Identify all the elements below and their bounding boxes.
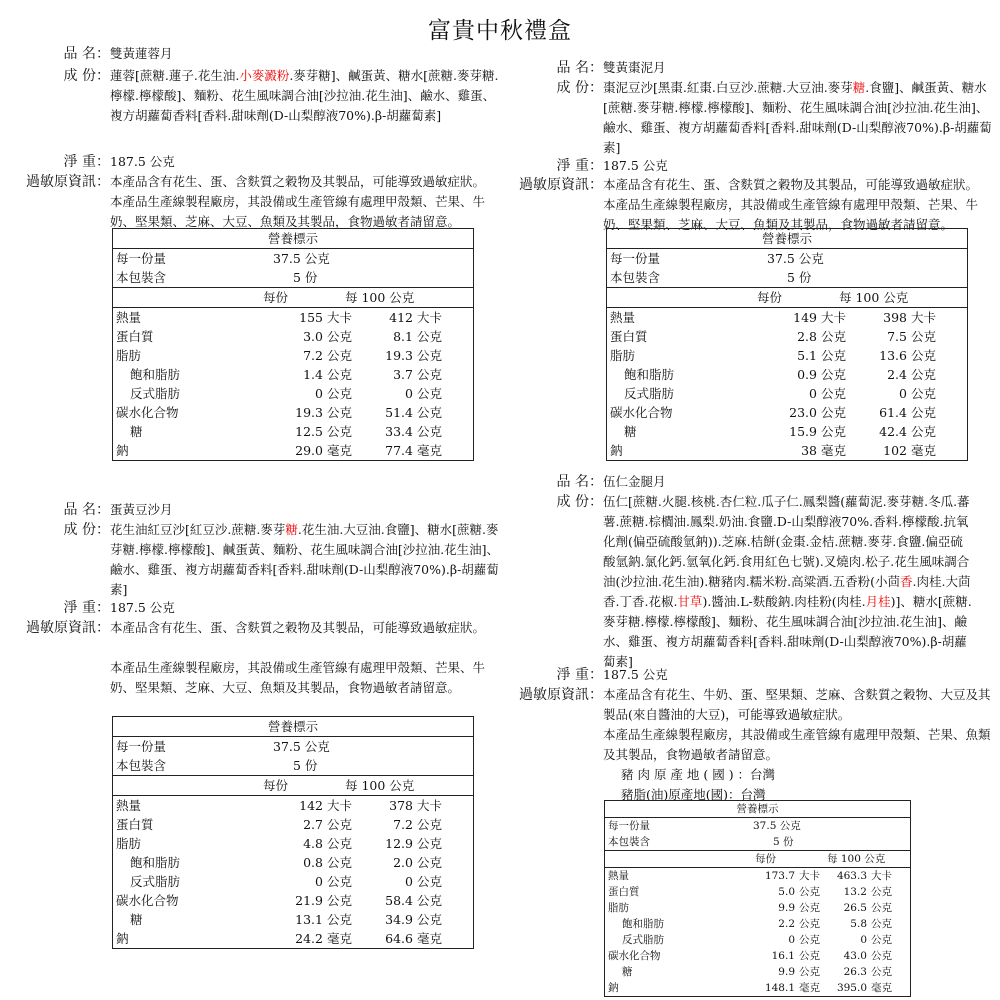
per-100g-value: 102 <box>883 443 907 458</box>
nutrient-name: 反式脂肪 <box>130 874 181 889</box>
per-100g-unit: 公克 <box>417 348 443 363</box>
per-serving-value: 5.1 <box>797 348 817 363</box>
net-weight: 187.5 公克 <box>110 154 175 169</box>
nutrient-name: 鈉 <box>116 443 129 458</box>
per-serving-value: 155 <box>299 310 323 325</box>
per-100g-unit: 公克 <box>417 912 443 927</box>
name-label: 品 名： <box>63 46 110 62</box>
nutrition-table <box>606 228 968 461</box>
product-name: 雙黃蓮蓉月 <box>110 46 173 61</box>
per-serving-value: 21.9 <box>295 893 323 908</box>
nutrition-caption: 營養標示 <box>113 717 473 737</box>
per-100g-unit: 毫克 <box>417 931 443 946</box>
per-100g-value: 7.2 <box>393 817 413 832</box>
per-serving-unit: 公克 <box>799 886 820 898</box>
serving-size-label: 每一份量 <box>116 251 167 266</box>
per-100g-header: 每 100 公克 <box>345 290 415 305</box>
ingredients-label: 成 份： <box>63 522 110 538</box>
per-100g-value: 8.1 <box>393 329 413 344</box>
per-serving-value: 2.2 <box>778 918 795 930</box>
per-serving-value: 148.1 <box>764 982 795 994</box>
per-100g-value: 2.0 <box>393 855 413 870</box>
nutrition-caption: 營養標示 <box>113 229 473 249</box>
per-100g-unit: 公克 <box>417 329 443 344</box>
nutrient-name: 熱量 <box>116 310 142 325</box>
per-serving-value: 4.8 <box>303 836 323 851</box>
per-serving-value: 142 <box>299 798 323 813</box>
per-serving-unit: 公克 <box>327 893 353 908</box>
serving-size: 37.5 公克 <box>753 820 801 832</box>
per-serving-value: 1.4 <box>303 367 323 382</box>
per-100g-value: 34.9 <box>385 912 413 927</box>
nutrient-name: 糖 <box>624 424 637 439</box>
nutrient-name: 糖 <box>130 912 143 927</box>
nutrition-table <box>112 228 474 461</box>
per-100g-value: 42.4 <box>879 424 907 439</box>
per-100g-value: 13.6 <box>879 348 907 363</box>
nutrient-name: 糖 <box>622 966 633 978</box>
highlighted-allergen: 香 <box>900 574 913 589</box>
per-serving-unit: 毫克 <box>821 443 847 458</box>
nutrient-name: 反式脂肪 <box>130 386 181 401</box>
per-serving-value: 19.3 <box>295 405 323 420</box>
per-serving-unit: 公克 <box>821 424 847 439</box>
nutrient-name: 鈉 <box>608 982 619 994</box>
nutrient-name: 熱量 <box>608 870 629 882</box>
nutrient-name: 脂肪 <box>116 348 142 363</box>
net-weight: 187.5 公克 <box>110 600 175 615</box>
per-100g-unit: 公克 <box>871 918 892 930</box>
per-100g-unit: 公克 <box>871 902 892 914</box>
nutrient-name: 蛋白質 <box>116 329 154 344</box>
per-100g-value: 463.3 <box>836 870 867 882</box>
per-serving-unit: 公克 <box>327 329 353 344</box>
servings-per-package: 5 份 <box>787 270 812 285</box>
nutrient-name: 蛋白質 <box>116 817 154 832</box>
nutrition-table <box>112 716 474 949</box>
weight-label: 淨 重： <box>63 600 110 616</box>
per-100g-header: 每 100 公克 <box>839 290 909 305</box>
per-100g-value: 7.5 <box>887 329 907 344</box>
servings-per-package-label: 本包裝含 <box>116 758 167 773</box>
per-100g-unit: 大卡 <box>417 310 443 325</box>
per-serving-value: 15.9 <box>789 424 817 439</box>
weight-label: 淨 重： <box>556 158 603 174</box>
per-serving-value: 16.1 <box>771 950 795 962</box>
servings-per-package-label: 本包裝含 <box>608 836 650 848</box>
per-100g-value: 64.6 <box>385 931 413 946</box>
serving-size-label: 每一份量 <box>608 820 650 832</box>
nutrient-name: 反式脂肪 <box>624 386 675 401</box>
per-serving-unit: 公克 <box>799 902 820 914</box>
per-100g-unit: 公克 <box>911 424 937 439</box>
per-serving-value: 0 <box>315 386 323 401</box>
per-serving-value: 149 <box>793 310 817 325</box>
per-serving-unit: 公克 <box>327 348 353 363</box>
per-serving-value: 38 <box>801 443 817 458</box>
allergen-label: 過敏原資訊： <box>26 174 110 190</box>
per-100g-unit: 公克 <box>911 386 937 401</box>
allergen-label: 過敏原資訊： <box>519 177 603 193</box>
nutrient-name: 糖 <box>130 424 143 439</box>
per-100g-value: 0 <box>405 386 413 401</box>
per-serving-unit: 公克 <box>799 950 820 962</box>
per-serving-unit: 公克 <box>327 424 353 439</box>
per-serving-unit: 毫克 <box>327 931 353 946</box>
per-100g-unit: 大卡 <box>871 870 892 882</box>
per-serving-unit: 大卡 <box>799 870 820 882</box>
per-serving-value: 23.0 <box>789 405 817 420</box>
per-100g-value: 19.3 <box>385 348 413 363</box>
per-100g-unit: 公克 <box>417 405 443 420</box>
pork-origin: 豬 肉 原 產 地 ( 國 ) ：台灣 <box>621 767 776 782</box>
per-100g-value: 412 <box>389 310 413 325</box>
nutrition-table <box>604 800 911 997</box>
serving-size-label: 每一份量 <box>116 739 167 754</box>
allergen-text: 本產品含有花生、蛋、含麩質之穀物及其製品，可能導致過敏症狀。 本產品生產線製程廠房，其設備或生產管線有處理甲殼類、芒果、牛奶、堅果類、芝麻、大豆、魚類及其製品，食物過敏者請留意。 <box>603 177 979 232</box>
serving-size: 37.5 公克 <box>273 739 330 754</box>
per-100g-unit: 公克 <box>417 836 443 851</box>
per-serving-header: 每份 <box>263 290 289 305</box>
nutrient-name: 飽和脂肪 <box>130 855 181 870</box>
nutrient-name: 脂肪 <box>116 836 142 851</box>
per-100g-unit: 公克 <box>911 348 937 363</box>
servings-per-package: 5 份 <box>293 270 318 285</box>
per-serving-value: 5.0 <box>778 886 795 898</box>
allergen-text: 本產品含有花生、蛋、含麩質之穀物及其製品，可能導致過敏症狀。 本產品生產線製程廠房，其設備或生產管線有處理甲殼類、芒果、牛奶、堅果類、芝麻、大豆、魚類及其製品，食物過敏者請留意。 <box>110 174 486 229</box>
per-100g-unit: 公克 <box>871 886 892 898</box>
per-100g-unit: 公克 <box>911 405 937 420</box>
name-label: 品 名： <box>556 474 603 490</box>
nutrient-name: 熱量 <box>116 798 142 813</box>
per-serving-value: 3.0 <box>303 329 323 344</box>
per-100g-unit: 公克 <box>871 950 892 962</box>
per-100g-value: 58.4 <box>385 893 413 908</box>
name-label: 品 名： <box>556 60 603 76</box>
per-100g-unit: 公克 <box>871 966 892 978</box>
per-serving-unit: 公克 <box>327 405 353 420</box>
ingredients-text: 花生油紅豆沙[紅豆沙.蔗糖.麥芽糖.花生油.大豆油.食鹽]、糖水[蔗糖.麥芽糖.檸檬.檸檬酸]、鹹蛋黃、麵粉、花生風味調合油[沙拉油.花生油]、鹼水、雞蛋、複方胡蘿蔔香料[香料.甜味劑(D-山梨醇液70%).β-胡蘿蔔素] <box>110 522 500 597</box>
per-100g-unit: 公克 <box>417 855 443 870</box>
per-serving-unit: 公克 <box>821 348 847 363</box>
nutrient-name: 熱量 <box>610 310 636 325</box>
per-serving-value: 173.7 <box>764 870 795 882</box>
serving-size: 37.5 公克 <box>767 251 824 266</box>
page-title: 富貴中秋禮盒 <box>428 18 572 44</box>
nutrient-name: 碳水化合物 <box>116 893 179 908</box>
net-weight: 187.5 公克 <box>603 667 668 682</box>
product-name: 雙黃棗泥月 <box>603 60 666 75</box>
per-100g-value: 51.4 <box>385 405 413 420</box>
per-100g-unit: 公克 <box>417 424 443 439</box>
per-serving-unit: 公克 <box>327 855 353 870</box>
ingredients-label: 成 份： <box>63 68 110 84</box>
highlighted-allergen: 糖 <box>852 80 866 95</box>
nutrient-name: 脂肪 <box>610 348 636 363</box>
servings-per-package: 5 份 <box>293 758 318 773</box>
per-100g-value: 378 <box>389 798 413 813</box>
servings-per-package-label: 本包裝含 <box>116 270 167 285</box>
nutrient-name: 蛋白質 <box>608 886 640 898</box>
per-serving-unit: 公克 <box>327 817 353 832</box>
per-100g-value: 5.8 <box>850 918 867 930</box>
per-serving-unit: 毫克 <box>327 443 353 458</box>
per-100g-value: 77.4 <box>385 443 413 458</box>
lard-origin: 豬脂(油)原產地(國)：台灣 <box>621 787 766 802</box>
per-100g-value: 61.4 <box>879 405 907 420</box>
servings-per-package: 5 份 <box>773 836 794 848</box>
per-100g-unit: 毫克 <box>911 443 937 458</box>
per-serving-value: 0 <box>315 874 323 889</box>
per-serving-unit: 公克 <box>799 934 820 946</box>
per-serving-unit: 大卡 <box>327 798 353 813</box>
per-100g-unit: 公克 <box>911 367 937 382</box>
per-100g-unit: 大卡 <box>911 310 937 325</box>
per-serving-unit: 公克 <box>327 912 353 927</box>
per-serving-value: 9.9 <box>778 966 795 978</box>
serving-size: 37.5 公克 <box>273 251 330 266</box>
per-serving-unit: 大卡 <box>821 310 847 325</box>
ingredients-text: 棗泥豆沙[黑棗.紅棗.白豆沙.蔗糖.大豆油.麥芽糖.食鹽]、鹹蛋黃、糖水[蔗糖.麥芽糖.檸檬.檸檬酸]、麵粉、花生風味調合油[沙拉油.花生油]、鹼水、雞蛋、複方胡蘿蔔香料[香料.甜味劑(D-山梨醇液70%).β-胡蘿蔔素] <box>603 80 992 155</box>
product-name: 伍仁金腿月 <box>603 474 666 489</box>
highlighted-allergen: 小麥澱粉 <box>239 68 290 83</box>
per-100g-value: 12.9 <box>385 836 413 851</box>
per-serving-unit: 毫克 <box>799 982 820 994</box>
nutrient-name: 碳水化合物 <box>608 950 661 962</box>
per-100g-value: 0 <box>405 874 413 889</box>
weight-label: 淨 重： <box>556 667 603 683</box>
per-serving-unit: 大卡 <box>327 310 353 325</box>
per-serving-unit: 公克 <box>799 966 820 978</box>
per-serving-unit: 公克 <box>327 836 353 851</box>
per-serving-value: 29.0 <box>295 443 323 458</box>
servings-per-package-label: 本包裝含 <box>610 270 661 285</box>
nutrition-caption: 營養標示 <box>607 229 967 249</box>
per-serving-unit: 公克 <box>327 367 353 382</box>
allergen-label: 過敏原資訊： <box>519 687 603 703</box>
per-100g-unit: 毫克 <box>417 443 443 458</box>
nutrient-name: 碳水化合物 <box>610 405 673 420</box>
nutrient-name: 脂肪 <box>608 902 629 914</box>
per-100g-unit: 公克 <box>417 367 443 382</box>
nutrient-name: 蛋白質 <box>610 329 648 344</box>
nutrient-name: 飽和脂肪 <box>130 367 181 382</box>
per-serving-unit: 公克 <box>821 386 847 401</box>
ingredients-label: 成 份： <box>556 80 603 96</box>
per-100g-unit: 大卡 <box>417 798 443 813</box>
per-100g-unit: 公克 <box>417 817 443 832</box>
nutrient-name: 反式脂肪 <box>622 934 664 946</box>
per-serving-value: 2.8 <box>797 329 817 344</box>
allergen-text: 本產品含有花生、牛奶、蛋、堅果類、芝麻、含麩質之穀物、大豆及其製品(來自醬油的大豆)，可能導致過敏症狀。 本產品生產線製程廠房，其設備或生產管線有處理甲殼類、芒果、魚類及其製品，食物過敏者請留意。 豬 肉 原 產 地 ( 國 ) ：台灣 豬脂(油)原產地(國)：台灣 <box>603 687 991 802</box>
per-100g-header: 每 100 公克 <box>827 853 886 865</box>
per-serving-unit: 公克 <box>821 405 847 420</box>
per-100g-unit: 公克 <box>417 874 443 889</box>
per-serving-value: 7.2 <box>303 348 323 363</box>
highlighted-allergen: 甘草 <box>677 594 703 609</box>
per-100g-value: 26.5 <box>843 902 867 914</box>
per-100g-unit: 公克 <box>871 934 892 946</box>
nutrition-caption: 營養標示 <box>605 801 910 818</box>
per-serving-value: 0 <box>788 934 795 946</box>
weight-label: 淨 重： <box>63 154 110 170</box>
allergen-label: 過敏原資訊： <box>26 620 110 636</box>
per-100g-value: 0 <box>860 934 867 946</box>
nutrient-name: 飽和脂肪 <box>624 367 675 382</box>
per-100g-value: 2.4 <box>887 367 907 382</box>
per-serving-unit: 公克 <box>327 386 353 401</box>
ingredients-text: 蓮蓉[蔗糖.蓮子.花生油.小麥澱粉.麥芽糖]、鹹蛋黃、糖水[蔗糖.麥芽糖.檸檬.檸檬酸]、麵粉、花生風味調合油[沙拉油.花生油]、鹼水、雞蛋、複方胡蘿蔔香料[香料.甜味劑(D-山梨醇液70%).β-胡蘿蔔素] <box>110 68 499 123</box>
per-serving-value: 2.7 <box>303 817 323 832</box>
per-100g-value: 398 <box>883 310 907 325</box>
per-serving-unit: 公克 <box>821 367 847 382</box>
nutrient-name: 飽和脂肪 <box>622 918 664 930</box>
ingredients-label: 成 份： <box>556 494 603 510</box>
per-serving-header: 每份 <box>757 290 783 305</box>
per-100g-unit: 公克 <box>417 386 443 401</box>
per-serving-unit: 公克 <box>327 874 353 889</box>
nutrient-name: 鈉 <box>610 443 623 458</box>
per-serving-header: 每份 <box>263 778 289 793</box>
per-100g-unit: 公克 <box>911 329 937 344</box>
per-100g-value: 3.7 <box>393 367 413 382</box>
allergen-text: 本產品含有花生、蛋、含麩質之穀物及其製品，可能導致過敏症狀。 本產品生產線製程廠房，其設備或生產管線有處理甲殼類、芒果、牛奶、堅果類、芝麻、大豆、魚類及其製品，食物過敏者請留意。 <box>110 620 486 695</box>
per-serving-unit: 公克 <box>799 918 820 930</box>
highlighted-allergen: 糖 <box>285 522 298 537</box>
nutrient-name: 鈉 <box>116 931 129 946</box>
per-serving-value: 0 <box>809 386 817 401</box>
per-100g-value: 395.0 <box>836 982 867 994</box>
per-100g-value: 26.3 <box>843 966 867 978</box>
name-label: 品 名： <box>63 502 110 518</box>
per-100g-value: 13.2 <box>843 886 867 898</box>
per-100g-value: 0 <box>899 386 907 401</box>
per-serving-value: 24.2 <box>295 931 323 946</box>
per-serving-value: 9.9 <box>778 902 795 914</box>
per-100g-value: 43.0 <box>843 950 867 962</box>
per-serving-unit: 公克 <box>821 329 847 344</box>
per-serving-value: 12.5 <box>295 424 323 439</box>
per-serving-value: 13.1 <box>295 912 323 927</box>
serving-size-label: 每一份量 <box>610 251 661 266</box>
per-serving-value: 0.8 <box>303 855 323 870</box>
per-100g-header: 每 100 公克 <box>345 778 415 793</box>
per-serving-header: 每份 <box>755 853 776 865</box>
highlighted-allergen: 月桂 <box>865 594 891 609</box>
product-name: 蛋黃豆沙月 <box>110 502 173 517</box>
net-weight: 187.5 公克 <box>603 158 668 173</box>
ingredients-text: 伍仁[蔗糖.火腿.核桃.杏仁粒.瓜子仁.鳳梨醬(蘿蔔泥.麥芽糖.冬瓜.蕃薯.蔗糖.棕櫚油.鳳梨.奶油.食鹽.D-山梨醇液70%.香料.檸檬酸.抗氧化劑(偏亞硫酸氫鈉)).芝麻.桔餅(金棗.金桔.蔗糖.麥芽.食鹽.偏亞硫酸氫鈉.氯化鈣.氫氧化鈣.食用紅色七號).叉燒肉.松子.花生風味調合油(沙拉油.花生油).糖豬肉.糯米粉.高粱酒.五香粉(小茴香.肉桂.大茴香.丁香.花椒.甘草).醬油.L-麩酸鈉.肉桂粉(肉桂.月桂)]、糖水[蔗糖.麥芽糖.檸檬.檸檬酸]、麵粉、花生風味調合油[沙拉油.花生油]、鹼水、雞蛋、複方胡蘿蔔香料[香料.甜味劑(D-山梨醇液70%).β-胡蘿蔔素] <box>603 494 972 669</box>
per-100g-unit: 公克 <box>417 893 443 908</box>
per-100g-unit: 毫克 <box>871 982 892 994</box>
per-100g-value: 33.4 <box>385 424 413 439</box>
nutrient-name: 碳水化合物 <box>116 405 179 420</box>
per-serving-value: 0.9 <box>797 367 817 382</box>
